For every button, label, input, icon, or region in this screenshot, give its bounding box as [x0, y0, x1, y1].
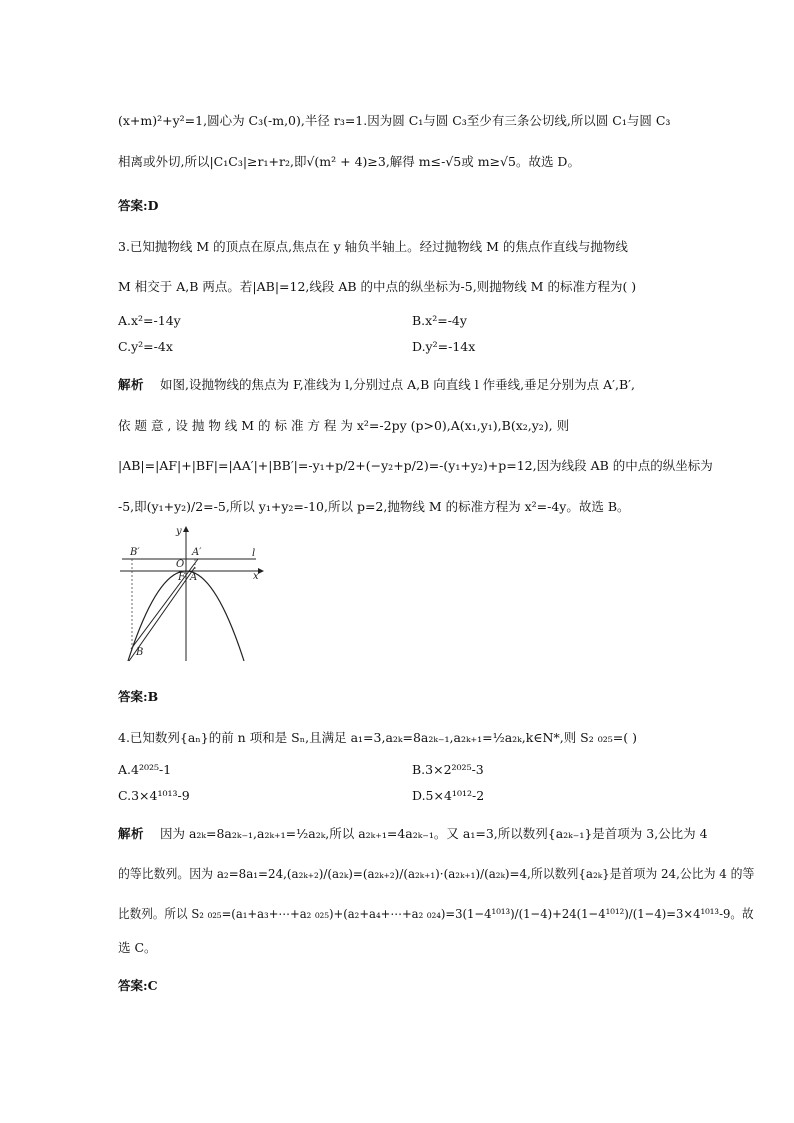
- parabola-figure: [118, 523, 268, 663]
- q4-option-d: D.5×4¹⁰¹²-2: [412, 788, 485, 803]
- answer-c: 答案:C: [118, 978, 158, 993]
- q3-stem-line-1: 3.已知抛物线 M 的顶点在原点,焦点在 y 轴负半轴上。经过抛物线 M 的焦点作直线与抛物线: [118, 239, 628, 254]
- q4-analysis-line-3: 比数列。所以 S₂ ₀₂₅=(a₁+a₃+⋯+a₂ ₀₂₅)+(a₂+a₄+⋯+a₂ ₀₂₄)=3(1−4¹⁰¹³)/(1−4)+24(1−4¹⁰¹²)/(1−4)=3×4¹⁰¹³-9。故: [118, 906, 754, 921]
- chord-ab: [131, 559, 198, 649]
- q4-stem: 4.已知数列{aₙ}的前 n 项和是 Sₙ,且满足 a₁=3,a₂ₖ=8a₂ₖ₋₁,a₂ₖ₊₁=½a₂ₖ,k∈N*,则 S₂ ₀₂₅=( ): [118, 730, 637, 745]
- label-b: B: [136, 647, 144, 658]
- q4-analysis-text-1: 因为 a₂ₖ=8a₂ₖ₋₁,a₂ₖ₊₁=½a₂ₖ,所以 a₂ₖ₊₁=4a₂ₖ₋₁。又 a₁=3,所以数列{a₂ₖ₋₁}是首项为 3,公比为 4: [160, 826, 708, 841]
- q4-analysis-line-1: [118, 824, 708, 842]
- q4-analysis-line-4: 选 C。: [118, 940, 157, 955]
- label-l: l: [252, 548, 256, 559]
- q3-stem-line-2: M 相交于 A,B 两点。若|AB|=12,线段 AB 的中点的纵坐标为-5,则抛物线 M 的标准方程为( ): [118, 279, 637, 294]
- label-x: x: [253, 571, 259, 582]
- label-y: y: [176, 526, 182, 537]
- label-f: F: [178, 572, 185, 583]
- analysis-label: 解析: [118, 377, 145, 392]
- label-a: A: [190, 572, 198, 583]
- label-a-prime: A′: [192, 547, 202, 558]
- analysis-label: 解析: [118, 826, 145, 841]
- answer-d: 答案:D: [118, 198, 159, 213]
- solution-line-2: 相离或外切,所以|C₁C₃|≥r₁+r₂,即√(m² + 4)≥3,解得 m≤-√5或 m≥√5。故选 D。: [118, 154, 580, 169]
- q3-analysis-line-4: -5,即(y₁+y₂)/2=-5,所以 y₁+y₂=-10,所以 p=2,抛物线 M 的标准方程为 x²=-4y。故选 B。: [118, 499, 630, 514]
- solution-line-1: (x+m)²+y²=1,圆心为 C₃(-m,0),半径 r₃=1.因为圆 C₁与圆 C₃至少有三条公切线,所以圆 C₁与圆 C₃: [118, 113, 671, 128]
- q3-analysis-line-2: 依 题 意 , 设 抛 物 线 M 的 标 准 方 程 为 x²=-2py (p>0),A(x₁,y₁),B(x₂,y₂), 则: [118, 418, 570, 433]
- q3-option-d: D.y²=-14x: [412, 339, 476, 354]
- q3-option-c: C.y²=-4x: [118, 339, 173, 354]
- q3-option-a: A.x²=-14y: [118, 313, 181, 328]
- label-b-prime: B′: [130, 547, 140, 558]
- q3-analysis-line-3: |AB|=|AF|+|BF|=|AA′|+|BB′|=-y₁+p/2+(−y₂+p/2)=-(y₁+y₂)+p=12,因为线段 AB 的中点的纵坐标为: [118, 458, 713, 473]
- q4-option-b: B.3×2²⁰²⁵-3: [412, 762, 484, 777]
- answer-b: 答案:B: [118, 689, 159, 704]
- q4-option-a: A.4²⁰²⁵-1: [118, 762, 172, 777]
- label-o: O: [176, 559, 185, 570]
- q4-option-c: C.3×4¹⁰¹³-9: [118, 788, 190, 803]
- q3-option-b: B.x²=-4y: [412, 313, 467, 328]
- q3-analysis-text-1: 如图,设抛物线的焦点为 F,准线为 l,分别过点 A,B 向直线 l 作垂线,垂足分别为点 A′,B′,: [160, 377, 635, 392]
- q3-analysis-line-1: [118, 375, 635, 393]
- q4-analysis-line-2: 的等比数列。因为 a₂=8a₁=24,(a₂ₖ₊₂)/(a₂ₖ)=(a₂ₖ₊₂)/(a₂ₖ₊₁)·(a₂ₖ₊₁)/(a₂ₖ)=4,所以数列{a₂ₖ}是首项为 24,公比为 4 的等: [118, 866, 755, 881]
